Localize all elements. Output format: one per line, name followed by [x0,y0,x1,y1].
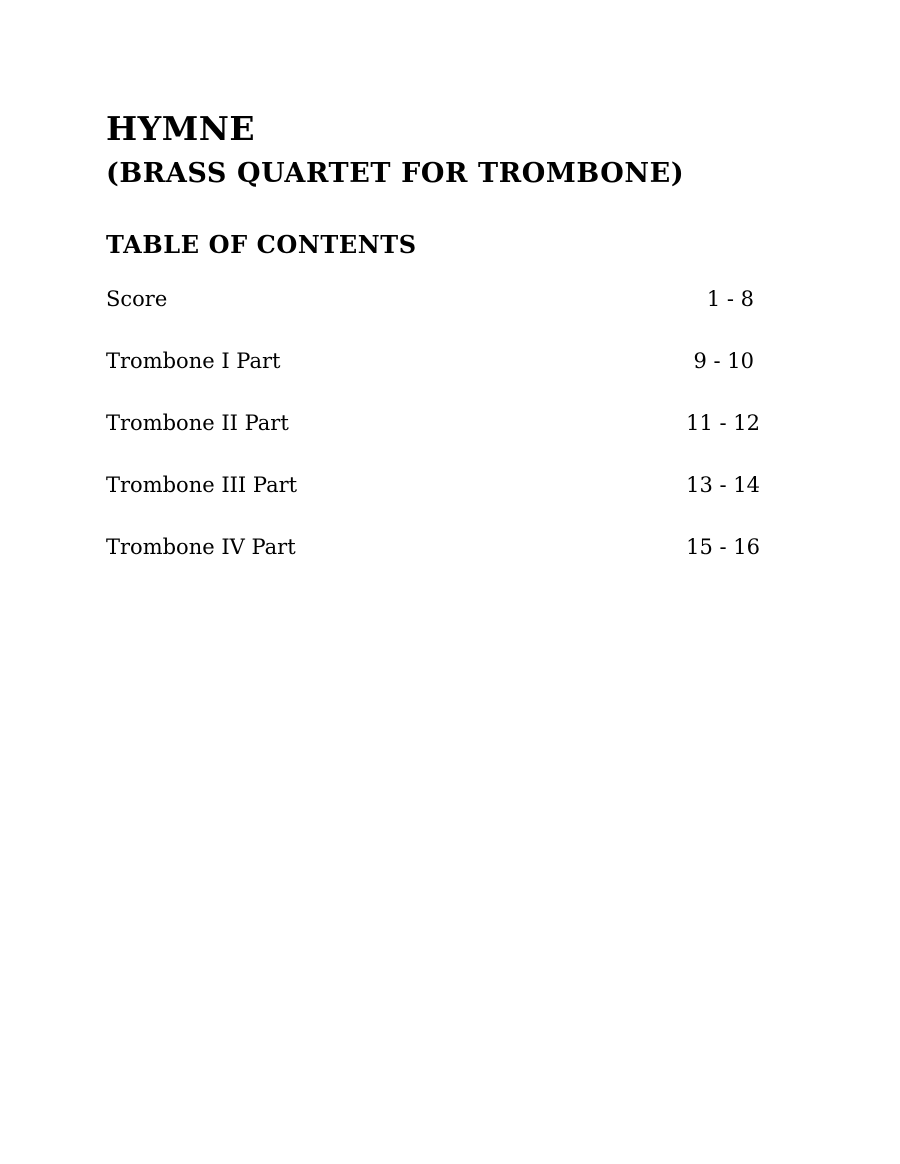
toc-heading: TABLE OF CONTENTS [106,230,417,259]
toc-entry-pages: 9 - 10 [693,349,754,373]
toc-entry-pages: 11 - 12 [686,411,760,435]
toc-entry-trombone-2 [106,411,766,473]
toc-entry-pages: 13 - 14 [686,473,760,497]
toc-entry-label: Trombone I Part [106,349,281,373]
document-subtitle: (BRASS QUARTET FOR TROMBONE) [106,158,685,189]
toc-entry-pages: 1 - 8 [706,287,754,311]
toc-entry-score [106,287,766,349]
toc-entry-trombone-3 [106,473,766,535]
toc-entry-trombone-1 [106,349,766,411]
toc-entry-label: Trombone III Part [106,473,298,497]
toc-entry-label: Trombone IV Part [106,535,296,559]
toc-list [106,287,766,597]
toc-entry-label: Score [106,287,168,311]
document-title: HYMNE [106,109,256,148]
toc-entry-label: Trombone II Part [106,411,289,435]
toc-entry-trombone-4 [106,535,766,597]
toc-entry-pages: 15 - 16 [686,535,760,559]
